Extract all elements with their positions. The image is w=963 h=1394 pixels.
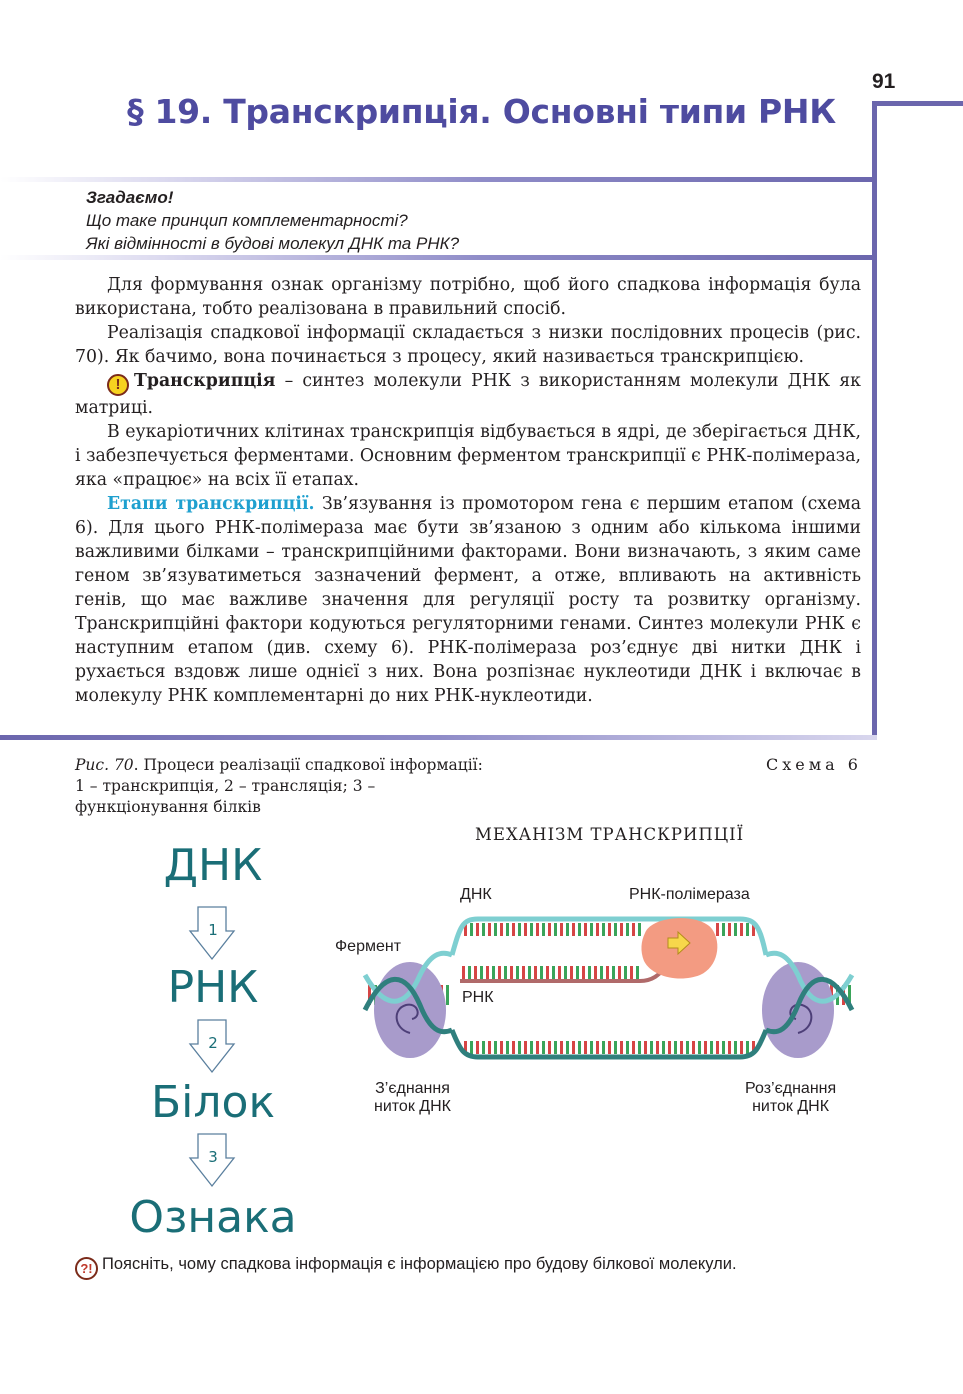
- base-pair-mark: [536, 923, 539, 936]
- base-pair-mark: [476, 1041, 479, 1054]
- base-pair-mark: [576, 966, 579, 979]
- base-pair-mark: [608, 1041, 611, 1054]
- base-pair-mark: [630, 966, 633, 979]
- base-pair-mark: [488, 923, 491, 936]
- base-pair-mark: [728, 923, 731, 936]
- base-pair-mark: [518, 1041, 521, 1054]
- base-pair-mark: [524, 923, 527, 936]
- base-pair-mark: [560, 923, 563, 936]
- body-text: [75, 273, 861, 708]
- recall-question: Що таке принцип комплементарності?: [86, 211, 408, 230]
- base-pair-mark: [612, 966, 615, 979]
- base-pair-mark: [530, 1041, 533, 1054]
- base-pair-mark: [728, 1041, 731, 1054]
- base-pair-mark: [554, 1041, 557, 1054]
- base-pair-mark: [554, 923, 557, 936]
- recall-bottom-rule: [0, 255, 877, 260]
- base-pair-mark: [668, 1041, 671, 1054]
- base-pair-mark: [530, 923, 533, 936]
- base-pair-mark: [516, 966, 519, 979]
- page-number: 91: [872, 70, 896, 93]
- base-pair-mark: [594, 966, 597, 979]
- base-pair-mark: [524, 1041, 527, 1054]
- base-pair-mark: [506, 923, 509, 936]
- base-pair-mark: [614, 923, 617, 936]
- transcription-diagram: [360, 905, 860, 1075]
- base-pair-mark: [582, 966, 585, 979]
- base-pair-mark: [518, 923, 521, 936]
- question: [75, 1255, 737, 1280]
- base-pair-mark: [578, 1041, 581, 1054]
- base-pair-mark: [492, 966, 495, 979]
- base-pair-mark: [722, 1041, 725, 1054]
- base-pair-mark: [600, 966, 603, 979]
- flow-rna: РНК: [167, 962, 259, 1013]
- question-exclamation-icon: ?!: [75, 1257, 98, 1280]
- base-pair-mark: [482, 1041, 485, 1054]
- base-pair-mark: [542, 923, 545, 936]
- base-pair-mark: [536, 1041, 539, 1054]
- scheme-label: Схема 6: [766, 755, 862, 774]
- base-pair-mark: [626, 1041, 629, 1054]
- base-pair-mark: [534, 966, 537, 979]
- base-pair-mark: [662, 1041, 665, 1054]
- enzyme-left-icon: [374, 962, 446, 1058]
- base-pair-mark: [704, 1041, 707, 1054]
- base-pair-mark: [494, 1041, 497, 1054]
- recall-top-rule: [0, 177, 877, 182]
- base-pair-mark: [522, 966, 525, 979]
- flow-protein: Білок: [150, 1077, 276, 1128]
- base-pair-mark: [560, 1041, 563, 1054]
- base-pair-mark: [618, 966, 621, 979]
- base-pair-mark: [446, 985, 449, 1005]
- base-pair-mark: [602, 1041, 605, 1054]
- definition-paragraph: [75, 369, 861, 420]
- base-pair-mark: [558, 966, 561, 979]
- base-pair-mark: [644, 1041, 647, 1054]
- base-pair-mark: [734, 923, 737, 936]
- base-pair-mark: [486, 966, 489, 979]
- base-pair-mark: [462, 966, 465, 979]
- base-pair-mark: [564, 966, 567, 979]
- base-pair-mark: [608, 923, 611, 936]
- frame-right-rule: [872, 101, 877, 738]
- base-pair-mark: [542, 1041, 545, 1054]
- base-pair-mark: [596, 923, 599, 936]
- label-strand-separation: Роз’єднання ниток ДНК: [745, 1080, 837, 1115]
- base-pair-mark: [606, 966, 609, 979]
- base-pair-mark: [698, 1041, 701, 1054]
- flow-step-2: 2: [208, 1034, 218, 1052]
- base-pair-mark: [584, 923, 587, 936]
- base-pair-mark: [626, 923, 629, 936]
- base-pair-mark: [578, 923, 581, 936]
- base-pair-mark: [482, 923, 485, 936]
- base-pair-mark: [510, 966, 513, 979]
- base-pair-mark: [512, 923, 515, 936]
- base-pair-mark: [620, 923, 623, 936]
- figure-caption-text: . Процеси реалізації спадкової інформації: 1 – транскрипція, 2 – трансляція; 3 – функціонування білків: [75, 756, 483, 816]
- page-title: § 19. Транскрипція. Основні типи РНК: [127, 92, 836, 131]
- base-pair-mark: [470, 923, 473, 936]
- flow-step-1: 1: [208, 921, 218, 939]
- important-icon: !: [107, 374, 129, 396]
- base-pair-mark: [540, 966, 543, 979]
- base-pair-mark: [566, 1041, 569, 1054]
- base-pair-mark: [746, 923, 749, 936]
- base-pair-mark: [474, 966, 477, 979]
- base-pair-mark: [488, 1041, 491, 1054]
- text-bottom-rule: [0, 735, 877, 740]
- base-pair-mark: [512, 1041, 515, 1054]
- base-pair-mark: [546, 966, 549, 979]
- base-pair-mark: [602, 923, 605, 936]
- base-pair-mark: [528, 966, 531, 979]
- base-pair-mark: [636, 966, 639, 979]
- base-pair-mark: [468, 966, 471, 979]
- recall-heading: Згадаємо!: [86, 188, 174, 207]
- scheme-title: МЕХАНІЗМ ТРАНСКРИПЦІЇ: [475, 825, 745, 844]
- base-pair-mark: [686, 1041, 689, 1054]
- base-pair-mark: [480, 966, 483, 979]
- base-pair-mark: [624, 966, 627, 979]
- base-pair-mark: [740, 923, 743, 936]
- base-pair-mark: [590, 923, 593, 936]
- label-dna: ДНК: [460, 886, 492, 903]
- base-pair-mark: [656, 1041, 659, 1054]
- base-pair-mark: [692, 1041, 695, 1054]
- section-heading: Етапи транскрипції.: [107, 494, 315, 514]
- definition-term: Транскрипція: [134, 371, 276, 391]
- base-pair-mark: [680, 1041, 683, 1054]
- base-pair-mark: [632, 1041, 635, 1054]
- flow-step-3: 3: [208, 1148, 218, 1166]
- base-pair-mark: [548, 1041, 551, 1054]
- base-pair-mark: [552, 966, 555, 979]
- label-strand-joining: З’єднання ниток ДНК: [374, 1080, 451, 1115]
- base-pair-mark: [710, 1041, 713, 1054]
- base-pair-mark: [584, 1041, 587, 1054]
- base-pair-mark: [632, 923, 635, 936]
- base-pair-mark: [590, 1041, 593, 1054]
- base-pair-mark: [716, 1041, 719, 1054]
- label-rna-polymerase: РНК-полімераза: [629, 886, 750, 903]
- recall-question: Які відмінності в будові молекул ДНК та РНК?: [86, 234, 460, 253]
- base-pair-mark: [746, 1041, 749, 1054]
- base-pair-mark: [650, 1041, 653, 1054]
- base-pair-mark: [470, 1041, 473, 1054]
- flow-dna: ДНК: [163, 840, 263, 891]
- base-pair-mark: [716, 923, 719, 936]
- base-pair-mark: [498, 966, 501, 979]
- base-pair-mark: [500, 1041, 503, 1054]
- base-pair-mark: [506, 1041, 509, 1054]
- base-pair-mark: [570, 966, 573, 979]
- figure-caption: [75, 755, 495, 818]
- paragraph-text: Зв’язування із промотором гена є першим етапом (схема 6). Для цього РНК-полімераза має бути зв’язаною з одним або кількома іншими важливими білками – транскрипційними факторами. Вони визначають, з яким саме геном зв’язуватиметься зазначений фермент, а отже, впливають на активність генів, що має важливе значення для регуляції росту та розвитку організму. Транскрипційні фактори кодуються регуляторними генами. Синтез молекули РНК є наступним етапом (див. схему 6). РНК-полімераза роз’єднує дві нитки ДНК і рухається вздовж лише однієї з них. Вона розпізнає нуклеотиди ДНК і включає в молекулу РНК комплементарні до них РНК-нуклеотиди.: [75, 494, 861, 706]
- flow-trait: Ознака: [129, 1192, 297, 1243]
- paragraph: [75, 492, 861, 708]
- base-pair-mark: [722, 923, 725, 936]
- base-pair-mark: [476, 923, 479, 936]
- recall-box: [86, 186, 459, 255]
- base-pair-mark: [566, 923, 569, 936]
- definition-text: – синтез молекули РНК з використанням молекули ДНК як матриці.: [75, 371, 861, 418]
- base-pair-mark: [596, 1041, 599, 1054]
- figure-number: Рис. 70: [75, 756, 134, 774]
- label-enzyme: Фермент: [335, 938, 402, 955]
- base-pair-mark: [548, 923, 551, 936]
- question-text: Поясніть, чому спадкова інформація є інформацією про будову білкової молекули.: [102, 1255, 737, 1273]
- label-rna: РНК: [462, 989, 494, 1006]
- base-pair-mark: [614, 1041, 617, 1054]
- base-pair-mark: [588, 966, 591, 979]
- paragraph: Для формування ознак організму потрібно, щоб його спадкова інформація була використана, тобто реалізована в правильний спосіб.: [75, 275, 861, 319]
- base-pair-mark: [674, 1041, 677, 1054]
- paragraph: В еукаріотичних клітинах транскрипція відбувається в ядрі, де зберігається ДНК, і забезпечується ферментами. Основним ферментом транскрипції є РНК-полімераза, яка «працює» на всіх її етапах.: [75, 422, 861, 490]
- base-pair-mark: [638, 1041, 641, 1054]
- base-pair-mark: [494, 923, 497, 936]
- base-pair-mark: [734, 1041, 737, 1054]
- base-pair-mark: [638, 923, 641, 936]
- base-pair-mark: [740, 1041, 743, 1054]
- base-pair-mark: [500, 923, 503, 936]
- paragraph: Реалізація спадкової інформації складається з низки послідовних процесів (рис. 70). Як бачимо, вона починається з процесу, який називається транскрипцією.: [75, 323, 861, 367]
- base-pair-mark: [504, 966, 507, 979]
- base-pair-mark: [620, 1041, 623, 1054]
- base-pair-mark: [572, 923, 575, 936]
- rna-nucleotides: [462, 966, 639, 979]
- base-pair-mark: [572, 1041, 575, 1054]
